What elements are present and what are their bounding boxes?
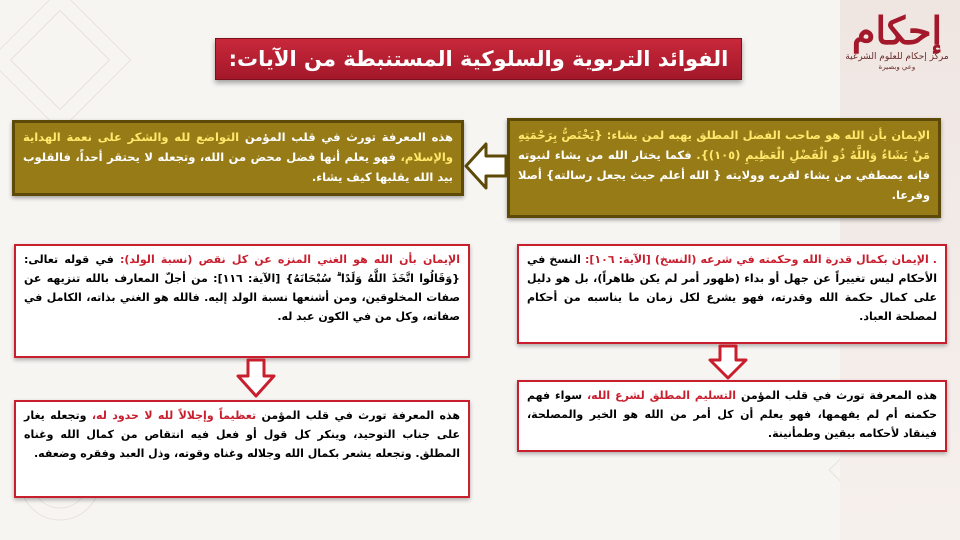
benefit-box-divine-self-sufficiency: [14, 244, 470, 358]
box-body: فهو يعلم أنها فضل محض من الله، وتجعله لا يحتقر أحداً، فالقلوب بيد الله يقلبها كيف يشاء.: [23, 150, 453, 184]
brand-logo: [842, 10, 952, 85]
box-lead: هذه المعرفة تورث في قلب المؤمن: [261, 409, 460, 422]
box-lead: هذه المعرفة تورث في قلب المؤمن: [244, 130, 453, 144]
box-highlight: الإيمان بأن الله هو صاحب الفضل المطلق يهبه لمن يشاء:: [606, 128, 930, 142]
benefit-box-abrogation: [517, 244, 947, 344]
arrow-down-icon: [708, 344, 748, 380]
box-lead: هذه المعرفة تورث في قلب المؤمن: [740, 389, 937, 402]
box-highlight: . الإيمان بكمال قدرة الله وحكمته في شرعه (النسخ) [الآية: ١٠٦]:: [584, 253, 937, 266]
logo-tagline: وعي وبصيرة: [878, 63, 916, 71]
box-highlight: تعظيماً وإجلالاً لله لا حدود له،: [91, 409, 257, 422]
box-highlight: التسليم المطلق لشرع الله،: [586, 389, 737, 402]
box-verse: {يَخْتَصُّ بِرَحْمَتِهِ مَنْ يَشَاءُ وَاللَّهُ ذُو الْفَضْلِ الْعَظِيمِ (١٠٥)}.: [518, 128, 931, 162]
logo-mark: إحكام: [851, 8, 943, 53]
page-title: الفوائد التربوية والسلوكية المستنبطة من الآيات:: [215, 38, 742, 80]
box-highlight: التواضع لله والشكر على نعمة الهداية والإسلام،: [23, 130, 453, 164]
box-lead: في قوله تعالى: {وَقَالُوا اتَّخَذَ اللَّهُ وَلَدًا ۗ سُبْحَانَهُ} [الآية: ١١٦]:: [24, 253, 460, 285]
box-body: فكما يختار الله من يشاء لنبوته فإنه يصطفي من يشاء لقربه وولايته { الله أعلم حيث يجعل رسالته} أصلا وفرعا.: [518, 148, 930, 202]
box-body: من أجلّ المعارف بالله تنزيهه عن صفات المخلوقين، ومن أشنعها نسبة الولد إليه. فالله هو الغني بذاته، الكامل في صفاته، وكل من في الكون عبد له.: [24, 272, 460, 323]
benefit-box-humility: [12, 120, 464, 196]
box-body: وتجعله يغار على جناب التوحيد، وينكر كل قول أو فعل فيه انتقاص من كمال الله وغناه المطلق. وتجعله يشعر بكمال الله وجلاله وغناه وقوته، وذل العبد وفقره وضعفه.: [24, 409, 460, 460]
benefit-box-reverence: [14, 400, 470, 498]
benefit-box-submission: [517, 380, 947, 452]
benefit-box-virtue: [507, 118, 941, 218]
box-body: النسخ في الأحكام ليس تغييراً عن جهل أو بداء (ظهور أمر لم يكن ظاهراً)، بل هو دليل على كمال حكمة الله وقدرته، فهو يشرع لكل زمان ما يناسبه من أحكام لمصلحة العباد.: [527, 253, 937, 323]
box-highlight: الإيمان بأن الله هو الغني المنزه عن كل نقص (نسبة الولد):: [120, 253, 460, 266]
arrow-down-icon: [236, 358, 276, 398]
box-body: سواء فهم حكمته أم لم يفهمها، فهو يعلم أن كل أمر من الله هو الخير والمصلحة، فينقاد لأحكامه بيقين وطمأنينة.: [527, 389, 937, 440]
logo-subtitle: مركز إحكام للعلوم الشرعية: [845, 52, 949, 62]
arrow-left-icon: [464, 140, 508, 192]
